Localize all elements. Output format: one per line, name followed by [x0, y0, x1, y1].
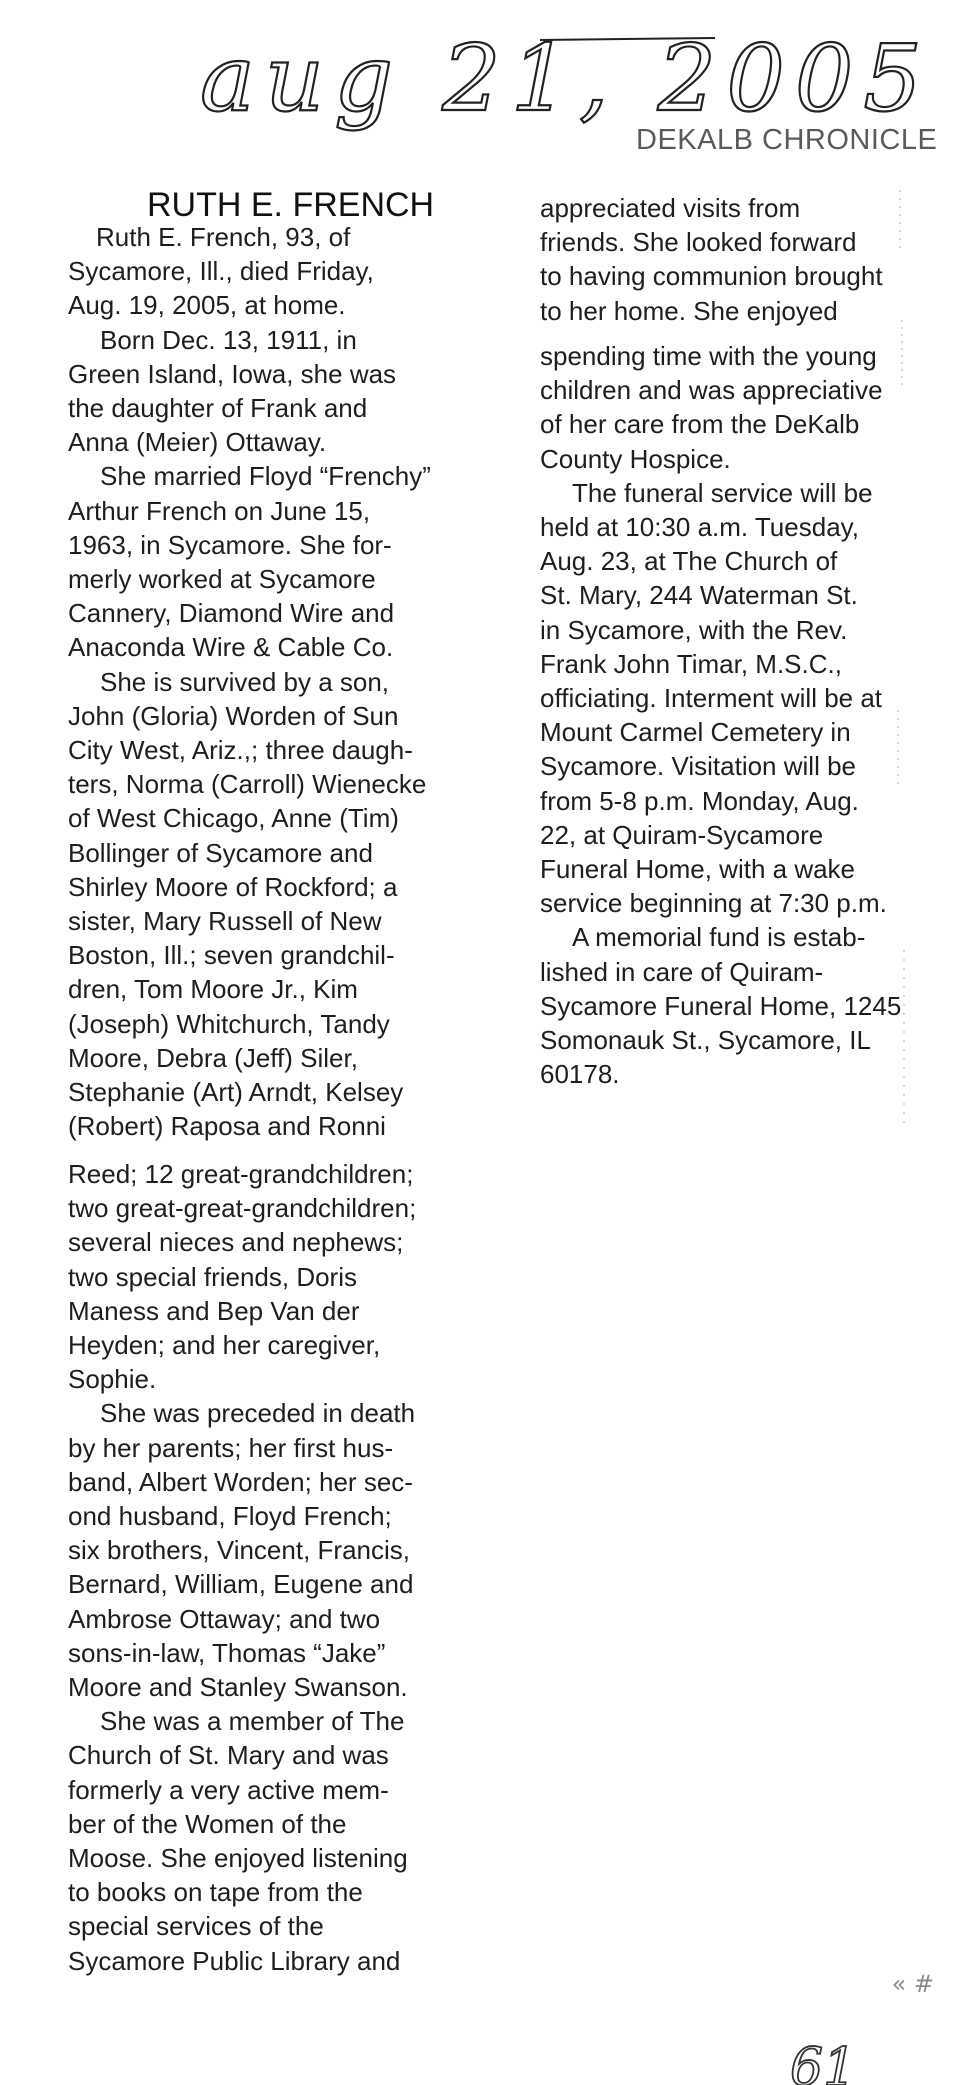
text-line: sister, Mary Russell of New: [68, 906, 382, 937]
text-line: Arthur French on June 15,: [68, 495, 371, 526]
text-line: Shirley Moore of Rockford; a: [68, 871, 398, 902]
text-line: Sycamore, Ill., died Friday,: [68, 256, 374, 287]
text-line: friends. She looked forward: [540, 227, 857, 258]
text-line: appreciated visits from: [540, 193, 801, 223]
text-line: Sycamore Public Library and: [68, 1945, 401, 1976]
text-line: The funeral service will be: [572, 477, 873, 508]
text-line: Mount Carmel Cemetery in: [540, 717, 851, 748]
text-line: Heyden; and her caregiver,: [68, 1330, 381, 1361]
text-line: lished in care of Quiram-: [540, 956, 824, 987]
text-line: formerly a very active mem-: [68, 1774, 389, 1805]
text-line: sons-in-law, Thomas “Jake”: [68, 1637, 386, 1668]
text-line: Sophie.: [68, 1364, 157, 1395]
text-line: the daughter of Frank and: [68, 393, 368, 424]
text-line: several nieces and nephews;: [68, 1227, 404, 1258]
text-line: Moore, Debra (Jeff) Siler,: [68, 1042, 358, 1073]
text-line: 60178.: [540, 1059, 620, 1090]
text-line: Aug. 23, at The Church of: [540, 546, 838, 577]
text-line: She was a member of The: [100, 1706, 405, 1737]
column-1-top: [68, 220, 488, 1143]
text-line: in Sycamore, with the Rev.: [540, 614, 848, 645]
text-line: ters, Norma (Carroll) Wienecke: [68, 769, 427, 800]
text-line: children and was appreciative: [540, 375, 883, 406]
text-line: held at 10:30 a.m. Tuesday,: [540, 512, 859, 543]
text-line: 22, at Quiram-Sycamore: [540, 819, 824, 850]
text-line: ber of the Women of the: [68, 1808, 347, 1839]
text-line: St. Mary, 244 Waterman St.: [540, 580, 858, 611]
text-line: She is survived by a son,: [100, 666, 390, 697]
text-line: 1963, in Sycamore. She for-: [68, 529, 392, 560]
text-line: Aug. 19, 2005, at home.: [68, 290, 346, 321]
text-line: Cannery, Diamond Wire and: [68, 598, 395, 629]
text-line: Ruth E. French, 93, of: [96, 222, 351, 252]
text-line: Green Island, Iowa, she was: [68, 358, 397, 389]
text-line: ond husband, Floyd French;: [68, 1501, 392, 1532]
text-line: Maness and Bep Van der: [68, 1295, 360, 1326]
text-line: two special friends, Doris: [68, 1261, 357, 1292]
text-line: Frank John Timar, M.S.C.,: [540, 648, 842, 679]
text-line: John (Gloria) Worden of Sun: [68, 700, 399, 731]
text-line: special services of the: [68, 1911, 324, 1942]
text-line: Somonauk St., Sycamore, IL: [540, 1025, 871, 1056]
text-line: Moose. She enjoyed listening: [68, 1843, 408, 1874]
handwritten-page-mark: [790, 2035, 870, 2085]
text-line: of West Chicago, Anne (Tim): [68, 803, 399, 834]
text-line: Anaconda Wire & Cable Co.: [68, 632, 394, 663]
column-2-bottom: [540, 339, 930, 1091]
text-line: two great-great-grandchildren;: [68, 1193, 417, 1224]
text-line: merly worked at Sycamore: [68, 564, 376, 595]
text-line: dren, Tom Moore Jr., Kim: [68, 974, 358, 1005]
text-line: from 5-8 p.m. Monday, Aug.: [540, 785, 859, 816]
text-line: service beginning at 7:30 p.m.: [540, 888, 887, 919]
text-line: Bernard, William, Eugene and: [68, 1569, 414, 1600]
text-line: County Hospice.: [540, 443, 731, 474]
handwritten-date-text: aug 21, 2005: [200, 25, 932, 132]
text-line: Moore and Stanley Swanson.: [68, 1672, 408, 1703]
text-line: to books on tape from the: [68, 1877, 363, 1908]
text-line: to having communion brought: [540, 261, 883, 292]
text-line: Ambrose Ottaway; and two: [68, 1603, 381, 1634]
text-line: Boston, Ill.; seven grandchil-: [68, 940, 395, 971]
text-line: (Robert) Raposa and Ronni: [68, 1111, 386, 1142]
text-line: Sycamore Funeral Home, 1245: [540, 990, 902, 1021]
publication-name: DEKALB CHRONICLE: [636, 124, 938, 156]
text-line: A memorial fund is estab-: [572, 922, 866, 953]
text-line: Funeral Home, with a wake: [540, 854, 856, 885]
column-2-top: [540, 191, 930, 328]
obituary-headline: RUTH E. FRENCH: [147, 186, 435, 224]
text-line: City West, Ariz.,; three daugh-: [68, 735, 413, 766]
text-line: She was preceded in death: [100, 1398, 416, 1429]
text-line: She married Floyd “Frenchy”: [100, 461, 431, 492]
page-mark-text: 61: [790, 2038, 857, 2085]
clipping-edge-marks: [890, 190, 910, 1140]
text-line: (Joseph) Whitchurch, Tandy: [68, 1008, 390, 1039]
text-line: by her parents; her first hus-: [68, 1432, 394, 1463]
text-line: Stephanie (Art) Arndt, Kelsey: [68, 1077, 404, 1108]
text-line: band, Albert Worden; her sec-: [68, 1466, 413, 1497]
text-line: Reed; 12 great-grandchildren;: [68, 1159, 414, 1189]
text-line: Sycamore. Visitation will be: [540, 751, 856, 782]
text-line: Anna (Meier) Ottaway.: [68, 427, 327, 458]
text-line: Church of St. Mary and was: [68, 1740, 389, 1771]
text-line: to her home. She enjoyed: [540, 295, 838, 326]
text-line: six brothers, Vincent, Francis,: [68, 1535, 410, 1566]
text-line: of her care from the DeKalb: [540, 409, 860, 440]
text-line: spending time with the young: [540, 341, 877, 371]
column-1-bottom: [68, 1157, 488, 1978]
text-line: Born Dec. 13, 1911, in: [100, 324, 357, 355]
text-line: Bollinger of Sycamore and: [68, 837, 373, 868]
scan-mark: « #: [891, 1970, 934, 1998]
text-line: officiating. Interment will be at: [540, 683, 883, 714]
